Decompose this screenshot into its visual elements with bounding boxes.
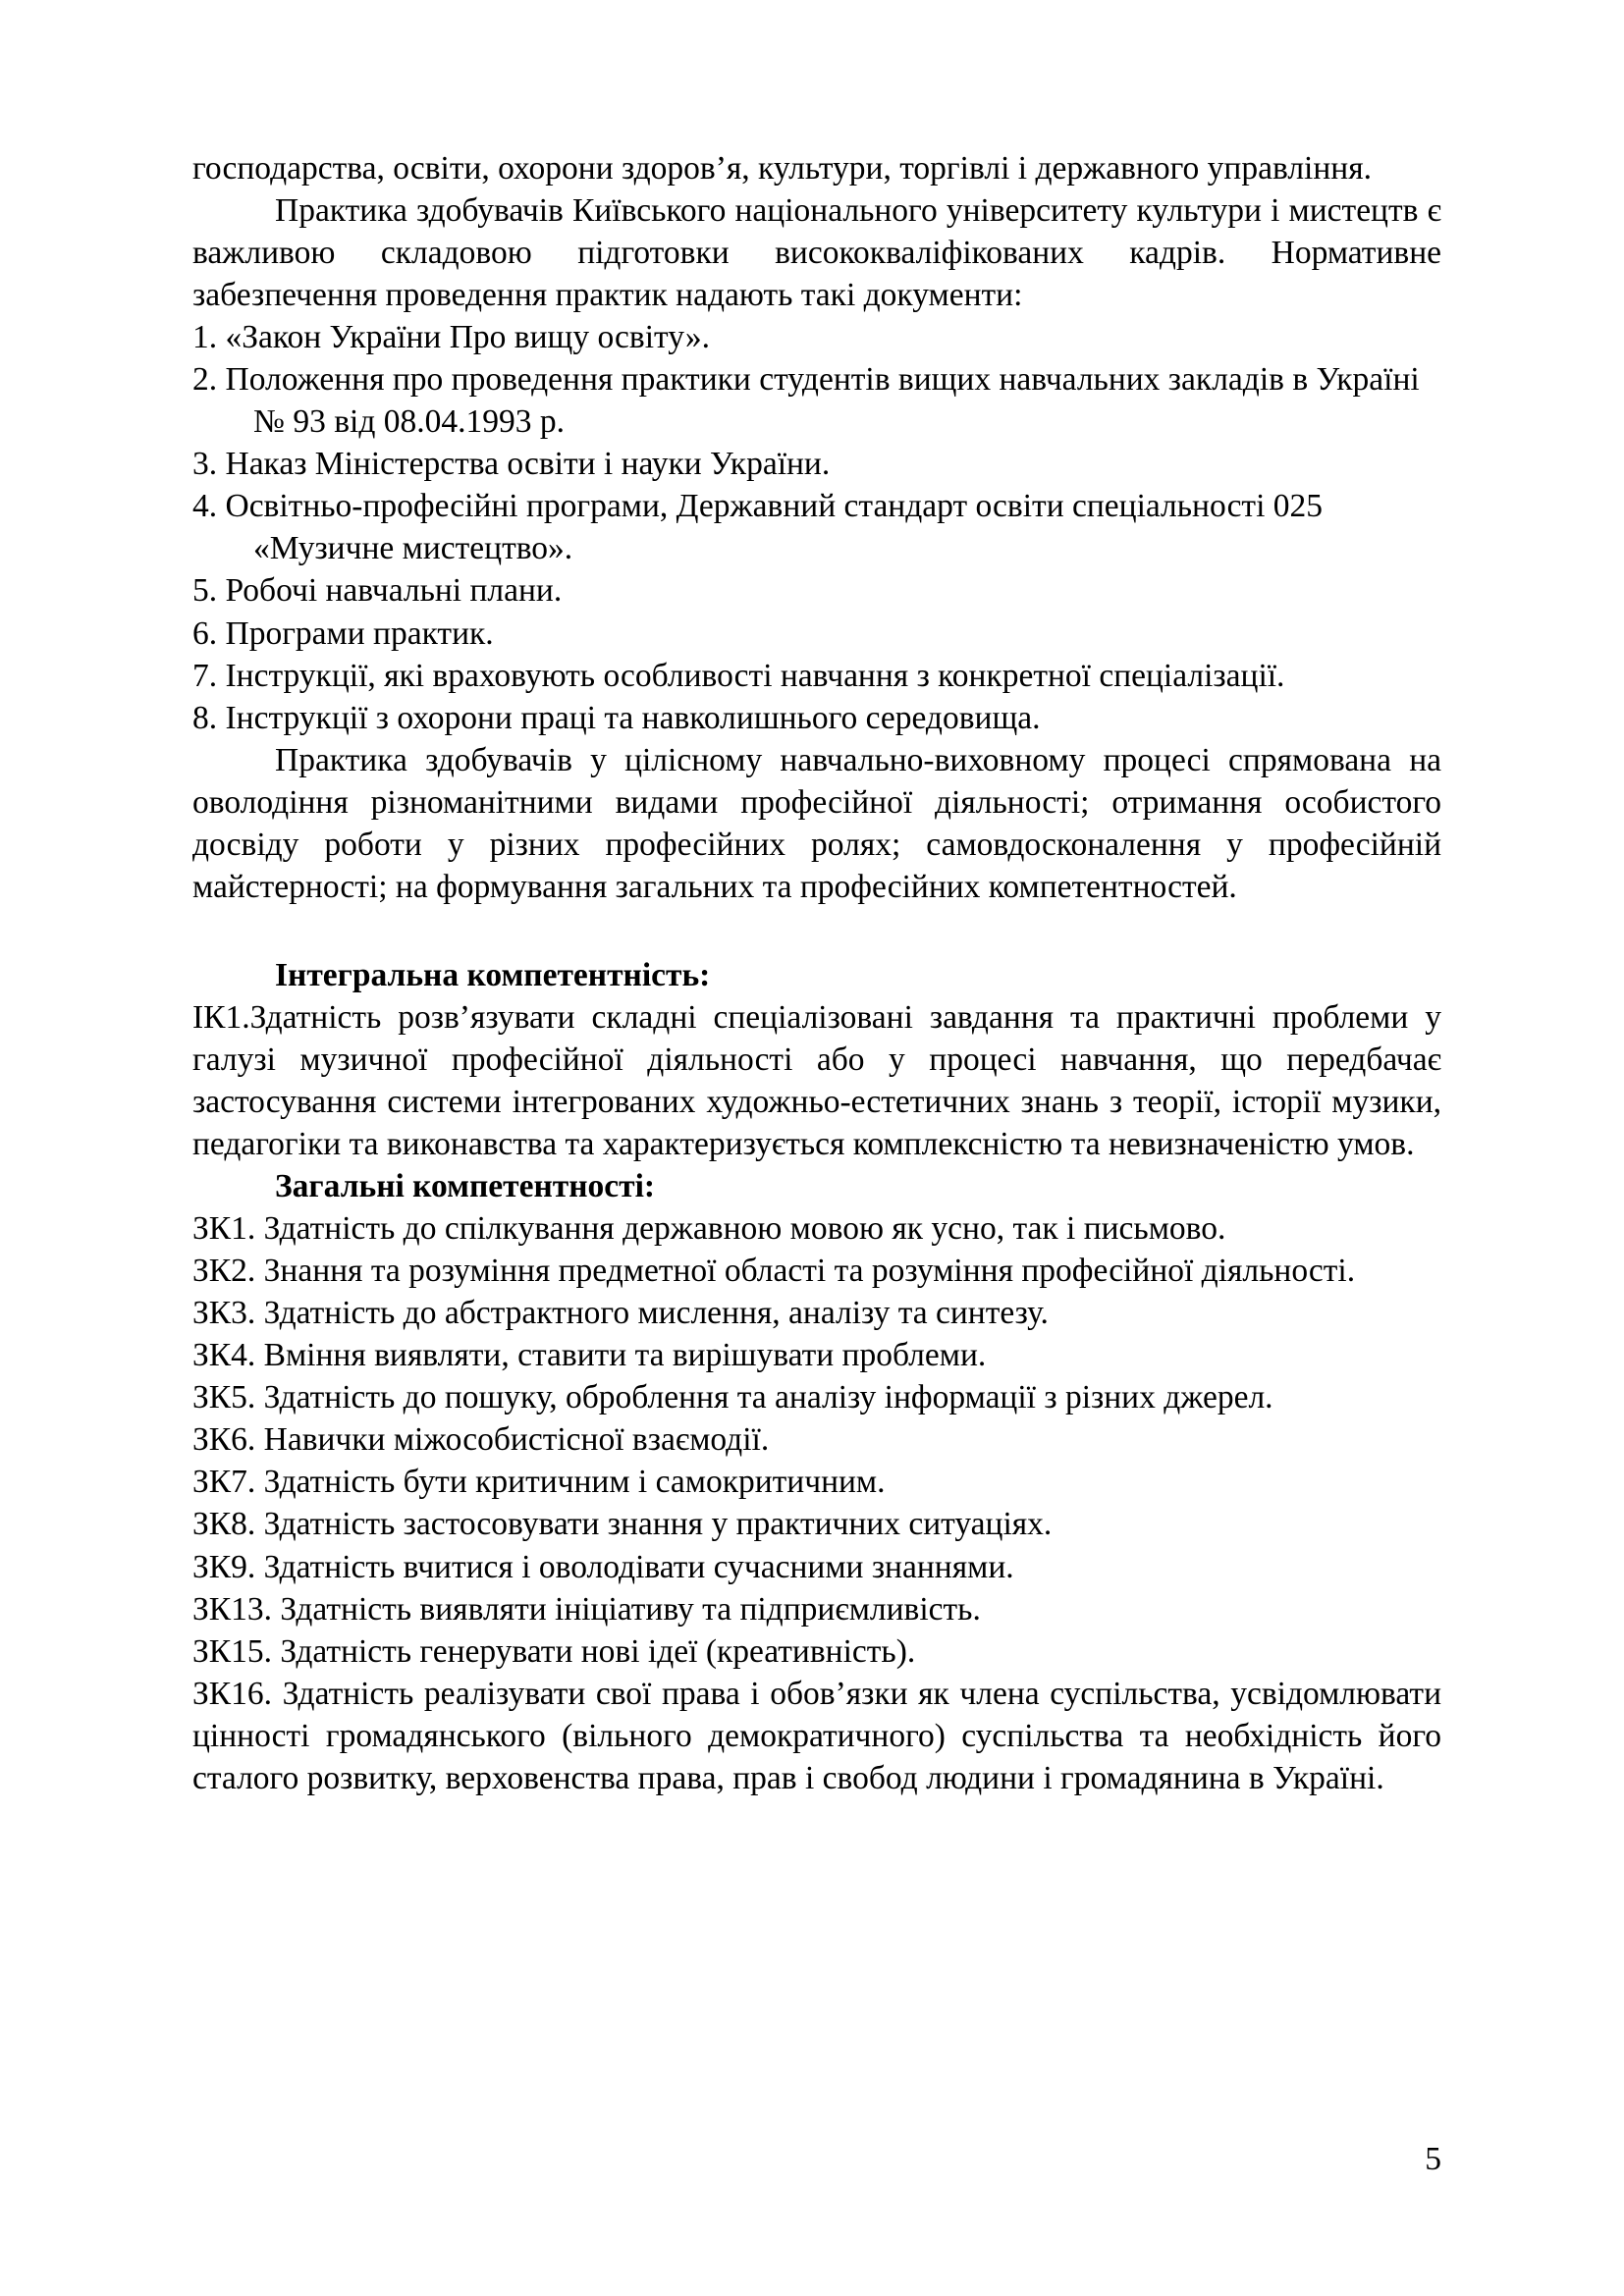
competence-item-zk6: ЗК6. Навички міжособистісної взаємодії. xyxy=(192,1421,770,1459)
list-item-4-number: 4. xyxy=(192,488,218,525)
list-item-7-text: Інструкції, які враховують особливості навчання з конкретної спеціалізації. xyxy=(225,657,1285,694)
paragraph-continuation: господарства, освіти, охорони здоров’я, культури, торгівлі і державного управління. xyxy=(192,150,1372,187)
list-item-5 xyxy=(192,569,1441,612)
list-item-1-number: 1. xyxy=(192,319,218,356)
list-item-5-text: Робочі навчальні плани. xyxy=(225,572,563,610)
page-number: 5 xyxy=(1425,2141,1441,2177)
paragraph-integral-competence-body: ІК1.Здатність розв’язувати складні спеціалізовані завдання та практичні проблеми у галузі музичної професійної діяльності або у процесі навчання, що передбачає застосування системи інтегрованих художньо-естетичних знань з теорії, історії музики, педагогіки та виконавства та характеризується комплексністю та невизначеністю умов. xyxy=(192,998,1450,1163)
list-item-3-text: Наказ Міністерства освіти і науки України. xyxy=(225,446,831,483)
paragraph-after-list: Практика здобувачів у цілісному навчально-виховному процесі спрямована на оволодіння різноманітними видами професійної діяльності; отримання особистого досвіду роботи у різних професійних ролях; самовдосконалення у професійній майстерності; на формування загальних та професійних компетентностей. xyxy=(192,741,1450,905)
list-item-4-text: Освітньо-професійні програми, Державний стандарт освіти спеціальності 025 «Музичне мистецтво». xyxy=(225,488,1331,567)
competence-item-zk8: ЗК8. Здатність застосовувати знання у практичних ситуаціях. xyxy=(192,1506,1053,1543)
list-item-1-text: «Закон України Про вищу освіту». xyxy=(225,319,710,356)
page-content xyxy=(192,147,1450,1799)
competence-item-zk5: ЗК5. Здатність до пошуку, оброблення та аналізу інформації з різних джерел. xyxy=(192,1379,1273,1416)
list-item-8-number: 8. xyxy=(192,699,218,736)
competence-item-zk3: ЗК3. Здатність до абстрактного мислення, аналізу та синтезу. xyxy=(192,1295,1049,1332)
competence-item-zk4: ЗК4. Вміння виявляти, ставити та вирішувати проблеми. xyxy=(192,1337,987,1374)
competence-item-zk1: ЗК1. Здатність до спілкування державною мовою як усно, так і письмово. xyxy=(192,1210,1226,1248)
list-item-3 xyxy=(192,443,1441,485)
competence-item-zk16: ЗК16. Здатність реалізувати свої права і обов’язки як члена суспільства, усвідомлювати цінності громадянського (вільного демократичного) суспільства та необхідність його сталого розвитку, верховенства права, прав і свобод людини і громадянина в Україні. xyxy=(192,1675,1450,1796)
list-item-6 xyxy=(192,613,1441,655)
list-item-1 xyxy=(192,316,1441,358)
list-item-8-text: Інструкції з охорони праці та навколишнього середовища. xyxy=(225,699,1041,736)
competence-item-zk15: ЗК15. Здатність генерувати нові ідеї (креативність). xyxy=(192,1632,916,1670)
list-item-5-number: 5. xyxy=(192,572,218,610)
list-item-7-number: 7. xyxy=(192,657,218,694)
section-spacer xyxy=(192,908,1441,954)
competence-item-zk7: ЗК7. Здатність бути критичним і самокритичним. xyxy=(192,1464,886,1501)
list-item-3-number: 3. xyxy=(192,446,218,483)
competence-item-zk2: ЗК2. Знання та розуміння предметної області та розуміння професійної діяльності. xyxy=(192,1253,1356,1290)
list-item-4 xyxy=(192,485,1441,569)
list-item-6-number: 6. xyxy=(192,614,218,652)
heading-general-competences: Загальні компетентності: xyxy=(275,1168,656,1205)
list-item-2-number: 2. xyxy=(192,361,218,399)
heading-integral-competence: Інтегральна компетентність: xyxy=(275,956,711,993)
paragraph-practice-intro: Практика здобувачів Київського національного університету культури і мистецтв є важливою складовою підготовки висококваліфікованих кадрів. Нормативне забезпечення проведення практик надають такі документи: xyxy=(192,192,1450,314)
list-item-8 xyxy=(192,697,1441,739)
list-item-7 xyxy=(192,655,1441,697)
competence-item-zk9: ЗК9. Здатність вчитися і оволодівати сучасними знаннями. xyxy=(192,1548,1014,1585)
list-item-2 xyxy=(192,358,1441,443)
list-item-2-text: Положення про проведення практики студентів вищих навчальних закладів в Україні № 93 від 08.04.1993 р. xyxy=(225,361,1429,441)
competence-item-zk13: ЗК13. Здатність виявляти ініціативу та підприємливість. xyxy=(192,1590,981,1628)
list-item-6-text: Програми практик. xyxy=(225,614,494,652)
